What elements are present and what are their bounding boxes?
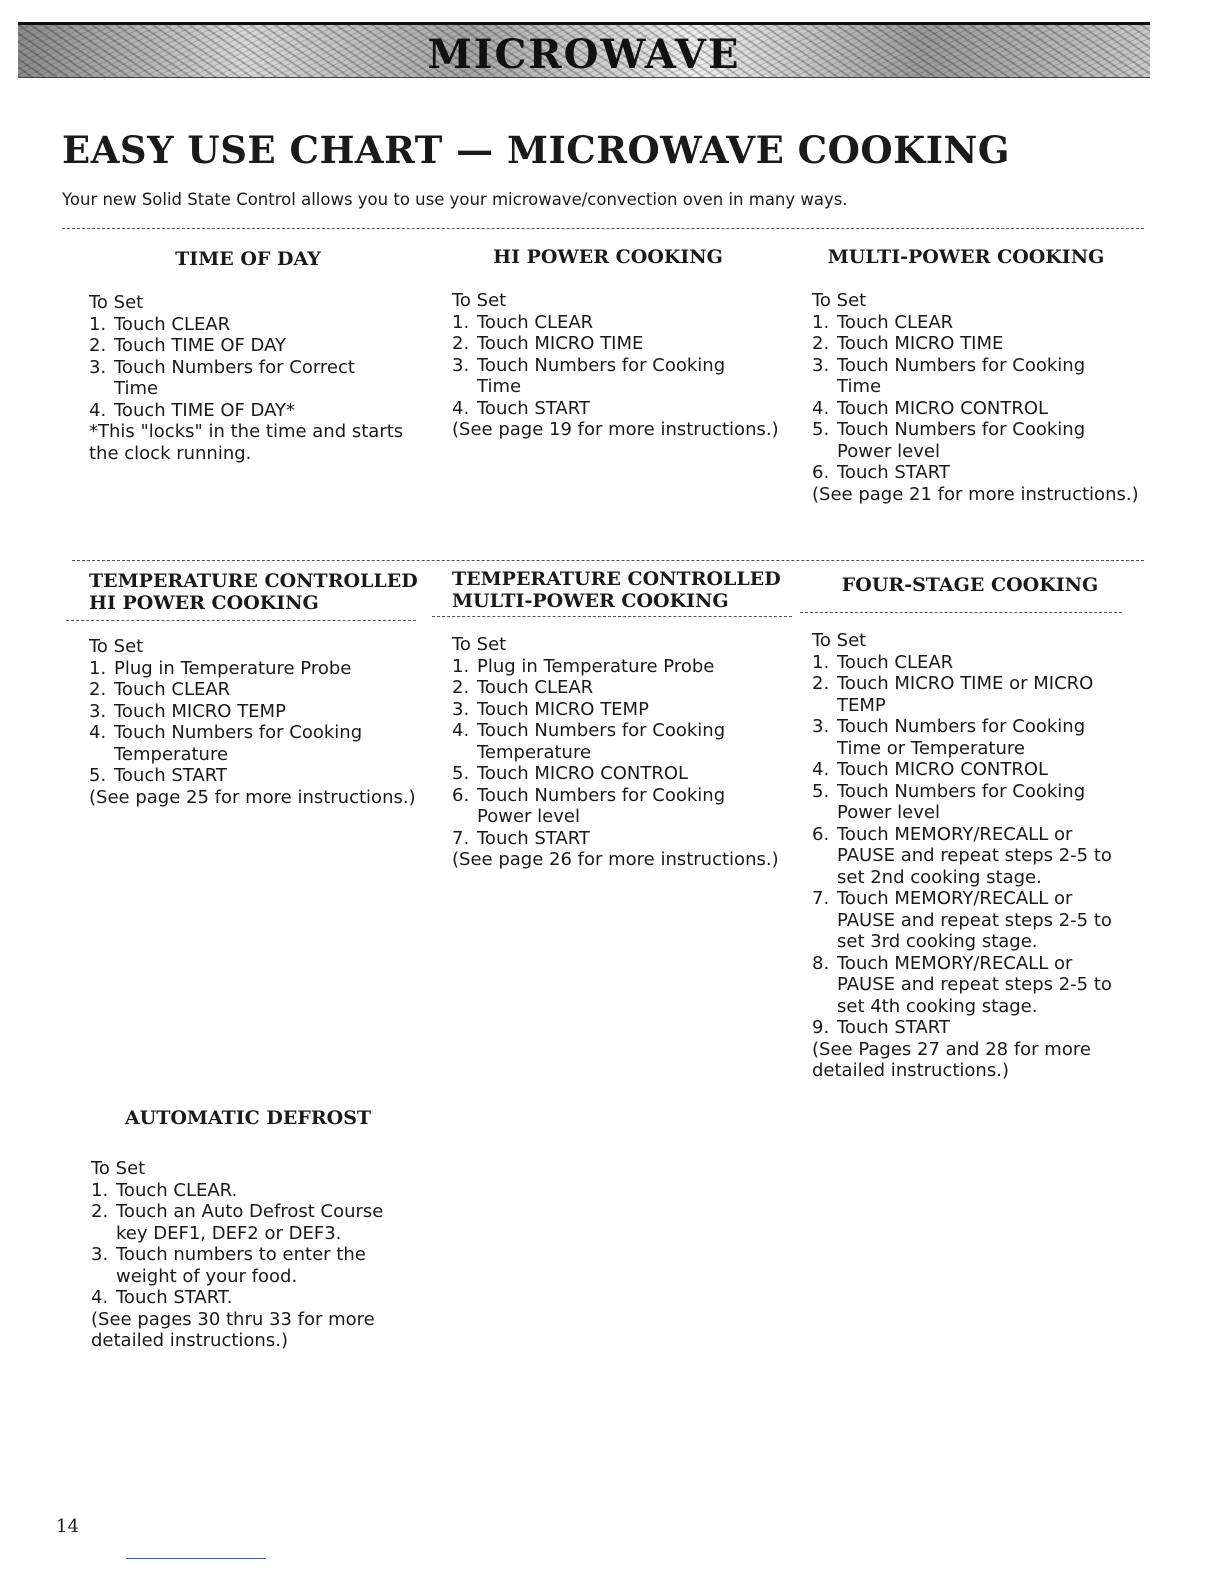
- section-multi-power: [812, 290, 1142, 505]
- to-set-label: To Set: [91, 1158, 146, 1179]
- section-banner: [18, 22, 1150, 78]
- section-title-temp-hi-power: TEMPERATURE CONTROLLED HI POWER COOKING: [89, 570, 418, 614]
- list-item: 5. Touch MICRO CONTROL: [452, 763, 689, 784]
- list-item: 2. Touch CLEAR: [452, 677, 594, 698]
- list-item: 3. Touch MICRO TEMP: [89, 700, 286, 722]
- section-note: (See page 26 for more instructions.): [452, 849, 779, 870]
- to-set-label: To Set: [452, 634, 507, 655]
- list-item: 1. Touch CLEAR: [452, 311, 594, 333]
- section-title-multi-power: MULTI-POWER COOKING: [827, 246, 1105, 268]
- steps-list: [91, 1180, 421, 1309]
- list-item: 6. Touch START: [812, 462, 950, 483]
- section-time-of-day: [89, 292, 419, 464]
- section-note: (See Pages 27 and 28 for more detailed instructions.): [812, 1038, 1091, 1081]
- to-set-label: To Set: [452, 290, 507, 311]
- list-item: 4. Touch Numbers for Cooking Temperature: [89, 722, 363, 765]
- list-item: 2. Touch MICRO TIME: [812, 333, 1004, 354]
- page-title: EASY USE CHART — MICROWAVE COOKING: [62, 128, 1010, 172]
- list-item: 6. Touch MEMORY/RECALL or PAUSE and repeat steps 2-5 to set 2nd cooking stage.: [812, 823, 1112, 888]
- list-item: 8. Touch MEMORY/RECALL or PAUSE and repeat steps 2-5 to set 4th cooking stage.: [812, 952, 1112, 1017]
- list-item: 3. Touch Numbers for Cooking Time: [812, 354, 1086, 397]
- list-item: 1. Touch CLEAR: [89, 313, 231, 335]
- section-note: (See page 19 for more instructions.): [452, 419, 779, 440]
- section-temp-hi-power: [89, 636, 419, 808]
- list-item: 7. Touch MEMORY/RECALL or PAUSE and repeat steps 2-5 to set 3rd cooking stage.: [812, 888, 1112, 952]
- list-item: 4. Touch START.: [91, 1287, 233, 1308]
- page-number: 14: [56, 1516, 79, 1537]
- list-item: 3. Touch Numbers for Cooking Time or Temperature: [812, 716, 1086, 759]
- list-item: 1. Touch CLEAR: [812, 311, 954, 333]
- section-note: (See page 21 for more instructions.): [812, 483, 1139, 505]
- steps-list: [812, 312, 1142, 484]
- divider-heading-center: [432, 616, 792, 617]
- list-item: 4. Touch TIME OF DAY*: [89, 399, 296, 421]
- divider-middle: [72, 560, 1144, 561]
- list-item: 2. Touch CLEAR: [89, 679, 231, 700]
- divider-top: [62, 228, 1144, 229]
- list-item: 5. Touch START: [89, 765, 227, 786]
- steps-list: [89, 658, 419, 787]
- steps-list: [452, 656, 792, 850]
- section-temp-multi-power: [452, 634, 792, 871]
- list-item: 4. Touch MICRO CONTROL: [812, 759, 1049, 780]
- list-item: 2. Touch an Auto Defrost Course key DEF1, DEF2 or DEF3.: [91, 1201, 384, 1244]
- list-item: 2. Touch MICRO TIME or MICRO TEMP: [812, 673, 1094, 716]
- section-title-four-stage: FOUR-STAGE COOKING: [841, 574, 1099, 596]
- section-title-hi-power: HI POWER COOKING: [493, 246, 723, 268]
- list-item: 6. Touch Numbers for Cooking Power level: [452, 784, 726, 827]
- steps-list: [89, 314, 419, 422]
- section-note: (See page 25 for more instructions.): [89, 786, 416, 808]
- list-item: 1. Plug in Temperature Probe: [89, 657, 352, 679]
- banner-title: MICROWAVE: [427, 31, 741, 78]
- to-set-label: To Set: [812, 630, 867, 651]
- list-item: 3. Touch numbers to enter the weight of your food.: [91, 1244, 366, 1287]
- section-note: (See pages 30 thru 33 for more detailed instructions.): [91, 1308, 375, 1351]
- list-item: 9. Touch START: [812, 1017, 950, 1038]
- list-item: 3. Touch Numbers for Cooking Time: [452, 354, 726, 397]
- to-set-label: To Set: [89, 292, 144, 313]
- list-item: 3. Touch MICRO TEMP: [452, 698, 649, 720]
- to-set-label: To Set: [812, 290, 867, 311]
- list-item: 2. Touch TIME OF DAY: [89, 335, 287, 356]
- section-title-auto-defrost: AUTOMATIC DEFROST: [124, 1107, 372, 1129]
- footer-divider: [126, 1558, 266, 1559]
- list-item: 4. Touch Numbers for Cooking Temperature: [452, 720, 726, 763]
- list-item: 5. Touch Numbers for Cooking Power level: [812, 780, 1086, 823]
- section-note: *This "locks" in the time and starts the clock running.: [89, 421, 404, 464]
- section-title-temp-multi-power: TEMPERATURE CONTROLLED MULTI-POWER COOKING: [452, 568, 781, 612]
- divider-heading-left: [66, 620, 416, 621]
- section-hi-power: [452, 290, 792, 441]
- steps-list: [452, 312, 792, 420]
- list-item: 2. Touch MICRO TIME: [452, 333, 644, 354]
- to-set-label: To Set: [89, 636, 144, 657]
- section-four-stage: [812, 630, 1142, 1082]
- list-item: 1. Touch CLEAR.: [91, 1179, 238, 1201]
- divider-heading-right: [800, 612, 1122, 613]
- list-item: 1. Plug in Temperature Probe: [452, 655, 715, 677]
- list-item: 1. Touch CLEAR: [812, 651, 954, 673]
- list-item: 7. Touch START: [452, 827, 590, 849]
- section-auto-defrost: [91, 1158, 421, 1352]
- section-title-time-of-day: TIME OF DAY: [175, 248, 321, 270]
- list-item: 5. Touch Numbers for Cooking Power level: [812, 419, 1086, 462]
- steps-list: [812, 652, 1142, 1039]
- list-item: 3. Touch Numbers for Correct Time: [89, 356, 355, 399]
- list-item: 4. Touch MICRO CONTROL: [812, 397, 1049, 419]
- intro-text: Your new Solid State Control allows you to use your microwave/convection oven in many ways.: [62, 190, 848, 209]
- list-item: 4. Touch START: [452, 397, 590, 419]
